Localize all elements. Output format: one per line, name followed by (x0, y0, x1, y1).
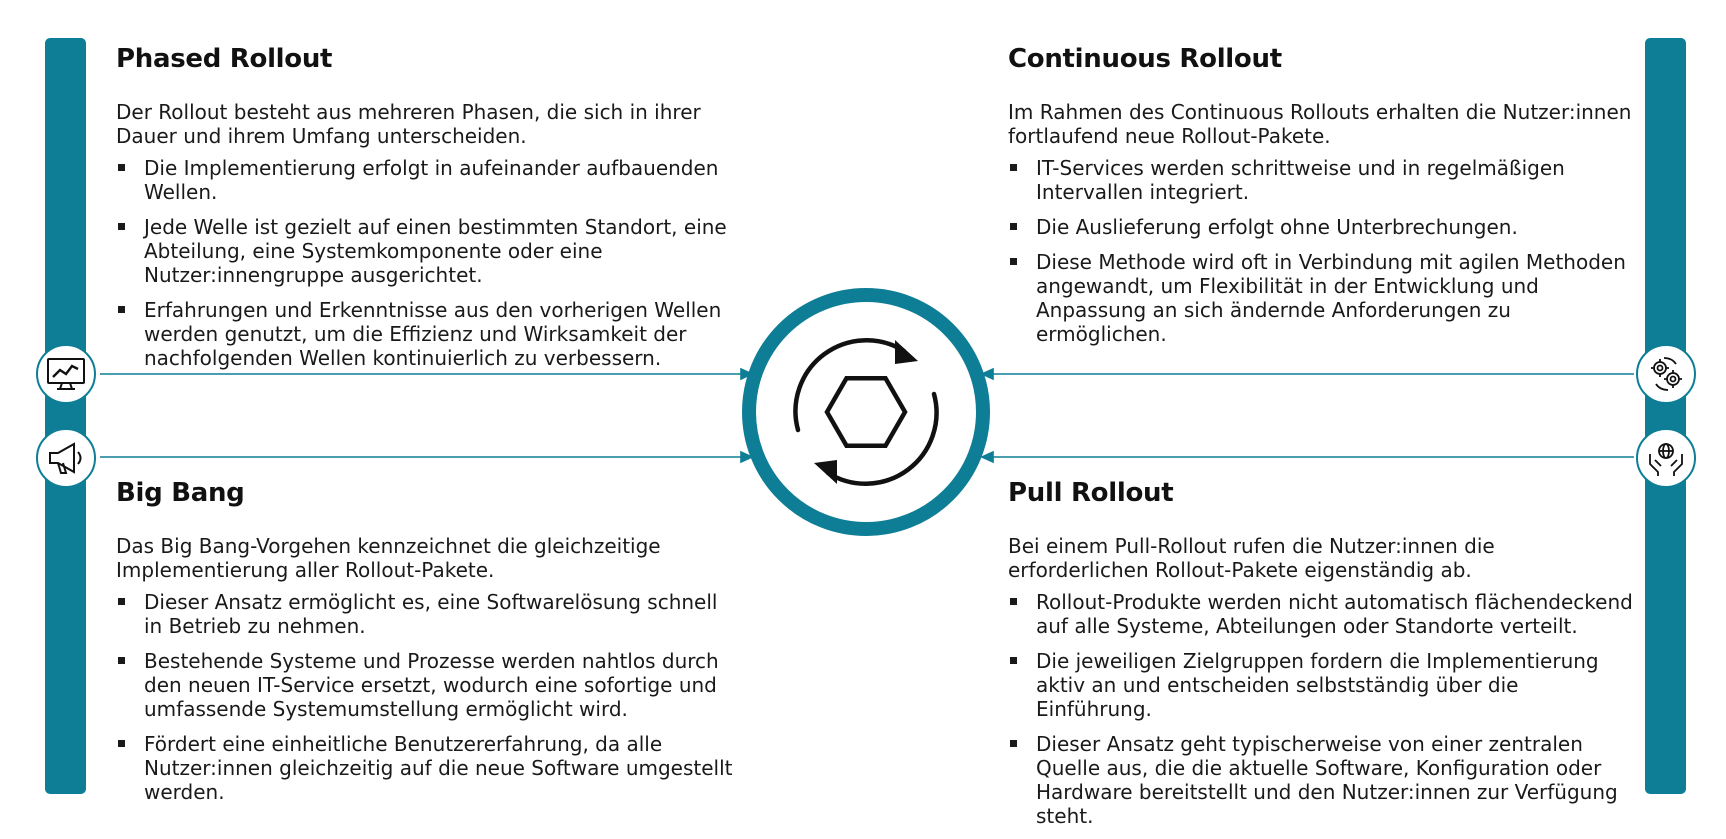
section-title: Continuous Rollout (1008, 44, 1282, 74)
section-pull-rollout (1008, 478, 1638, 839)
list-item: Bestehende Systeme und Prozesse werden nahtlos durch den neuen IT-Service ersetzt, wodurch eine sofortige und umfassende Systemumstellung ermöglicht wird. (116, 649, 736, 721)
list-item: Die Auslieferung erfolgt ohne Unterbrechungen. (1008, 215, 1638, 239)
list-item: Jede Welle ist gezielt auf einen bestimmten Standort, eine Abteilung, eine Systemkomponente oder eine Nutzer:innengruppe ausgerichtet. (116, 215, 736, 287)
list-item: Diese Methode wird oft in Verbindung mit agilen Methoden angewandt, um Flexibilität in der Entwicklung und Anpassung an sich ändernde Anforderungen zu ermöglichen. (1008, 250, 1638, 346)
section-phased-rollout (116, 44, 736, 381)
section-intro: Das Big Bang-Vorgehen kennzeichnet die gleichzeitige Implementierung aller Rollout-Pakete. (116, 534, 661, 582)
list-item: Erfahrungen und Erkenntnisse aus den vorherigen Wellen werden genutzt, um die Effizienz und Wirksamkeit der nachfolgenden Wellen kontinuierlich zu verbessern. (116, 298, 736, 370)
section-big-bang (116, 478, 736, 815)
section-continuous-rollout (1008, 44, 1638, 357)
section-intro: Im Rahmen des Continuous Rollouts erhalten die Nutzer:innen fortlaufend neue Rollout-Pakete. (1008, 100, 1632, 148)
list-item: Dieser Ansatz ermöglicht es, eine Softwarelösung schnell in Betrieb zu nehmen. (116, 590, 736, 638)
list-item: Die jeweiligen Zielgruppen fordern die Implementierung aktiv an und entscheiden selbstständig über die Einführung. (1008, 649, 1638, 721)
section-intro: Bei einem Pull-Rollout rufen die Nutzer:innen die erforderlichen Rollout-Pakete eigenständig ab. (1008, 534, 1495, 582)
bullet-list (1008, 590, 1638, 828)
bullet-list (1008, 156, 1638, 346)
bullet-list (116, 590, 736, 804)
section-intro: Der Rollout besteht aus mehreren Phasen, die sich in ihrer Dauer und ihrem Umfang unterscheiden. (116, 100, 701, 148)
section-title: Big Bang (116, 478, 245, 508)
list-item: IT-Services werden schrittweise und in regelmäßigen Intervallen integriert. (1008, 156, 1638, 204)
section-title: Pull Rollout (1008, 478, 1174, 508)
list-item: Dieser Ansatz geht typischerweise von einer zentralen Quelle aus, die die aktuelle Software, Konfiguration oder Hardware bereitstellt und den Nutzer:innen zur Verfügung steht. (1008, 732, 1638, 828)
megaphone-icon (36, 428, 96, 488)
hands-globe-icon (1636, 428, 1696, 488)
gears-icon (1636, 344, 1696, 404)
list-item: Die Implementierung erfolgt in aufeinander aufbauenden Wellen. (116, 156, 736, 204)
bullet-list (116, 156, 736, 370)
monitor-chart-icon (36, 344, 96, 404)
section-title: Phased Rollout (116, 44, 333, 74)
list-item: Fördert eine einheitliche Benutzererfahrung, da alle Nutzer:innen gleichzeitig auf die neue Software umgestellt werden. (116, 732, 736, 804)
list-item: Rollout-Produkte werden nicht automatisch flächendeckend auf alle Systeme, Abteilungen oder Standorte verteilt. (1008, 590, 1638, 638)
